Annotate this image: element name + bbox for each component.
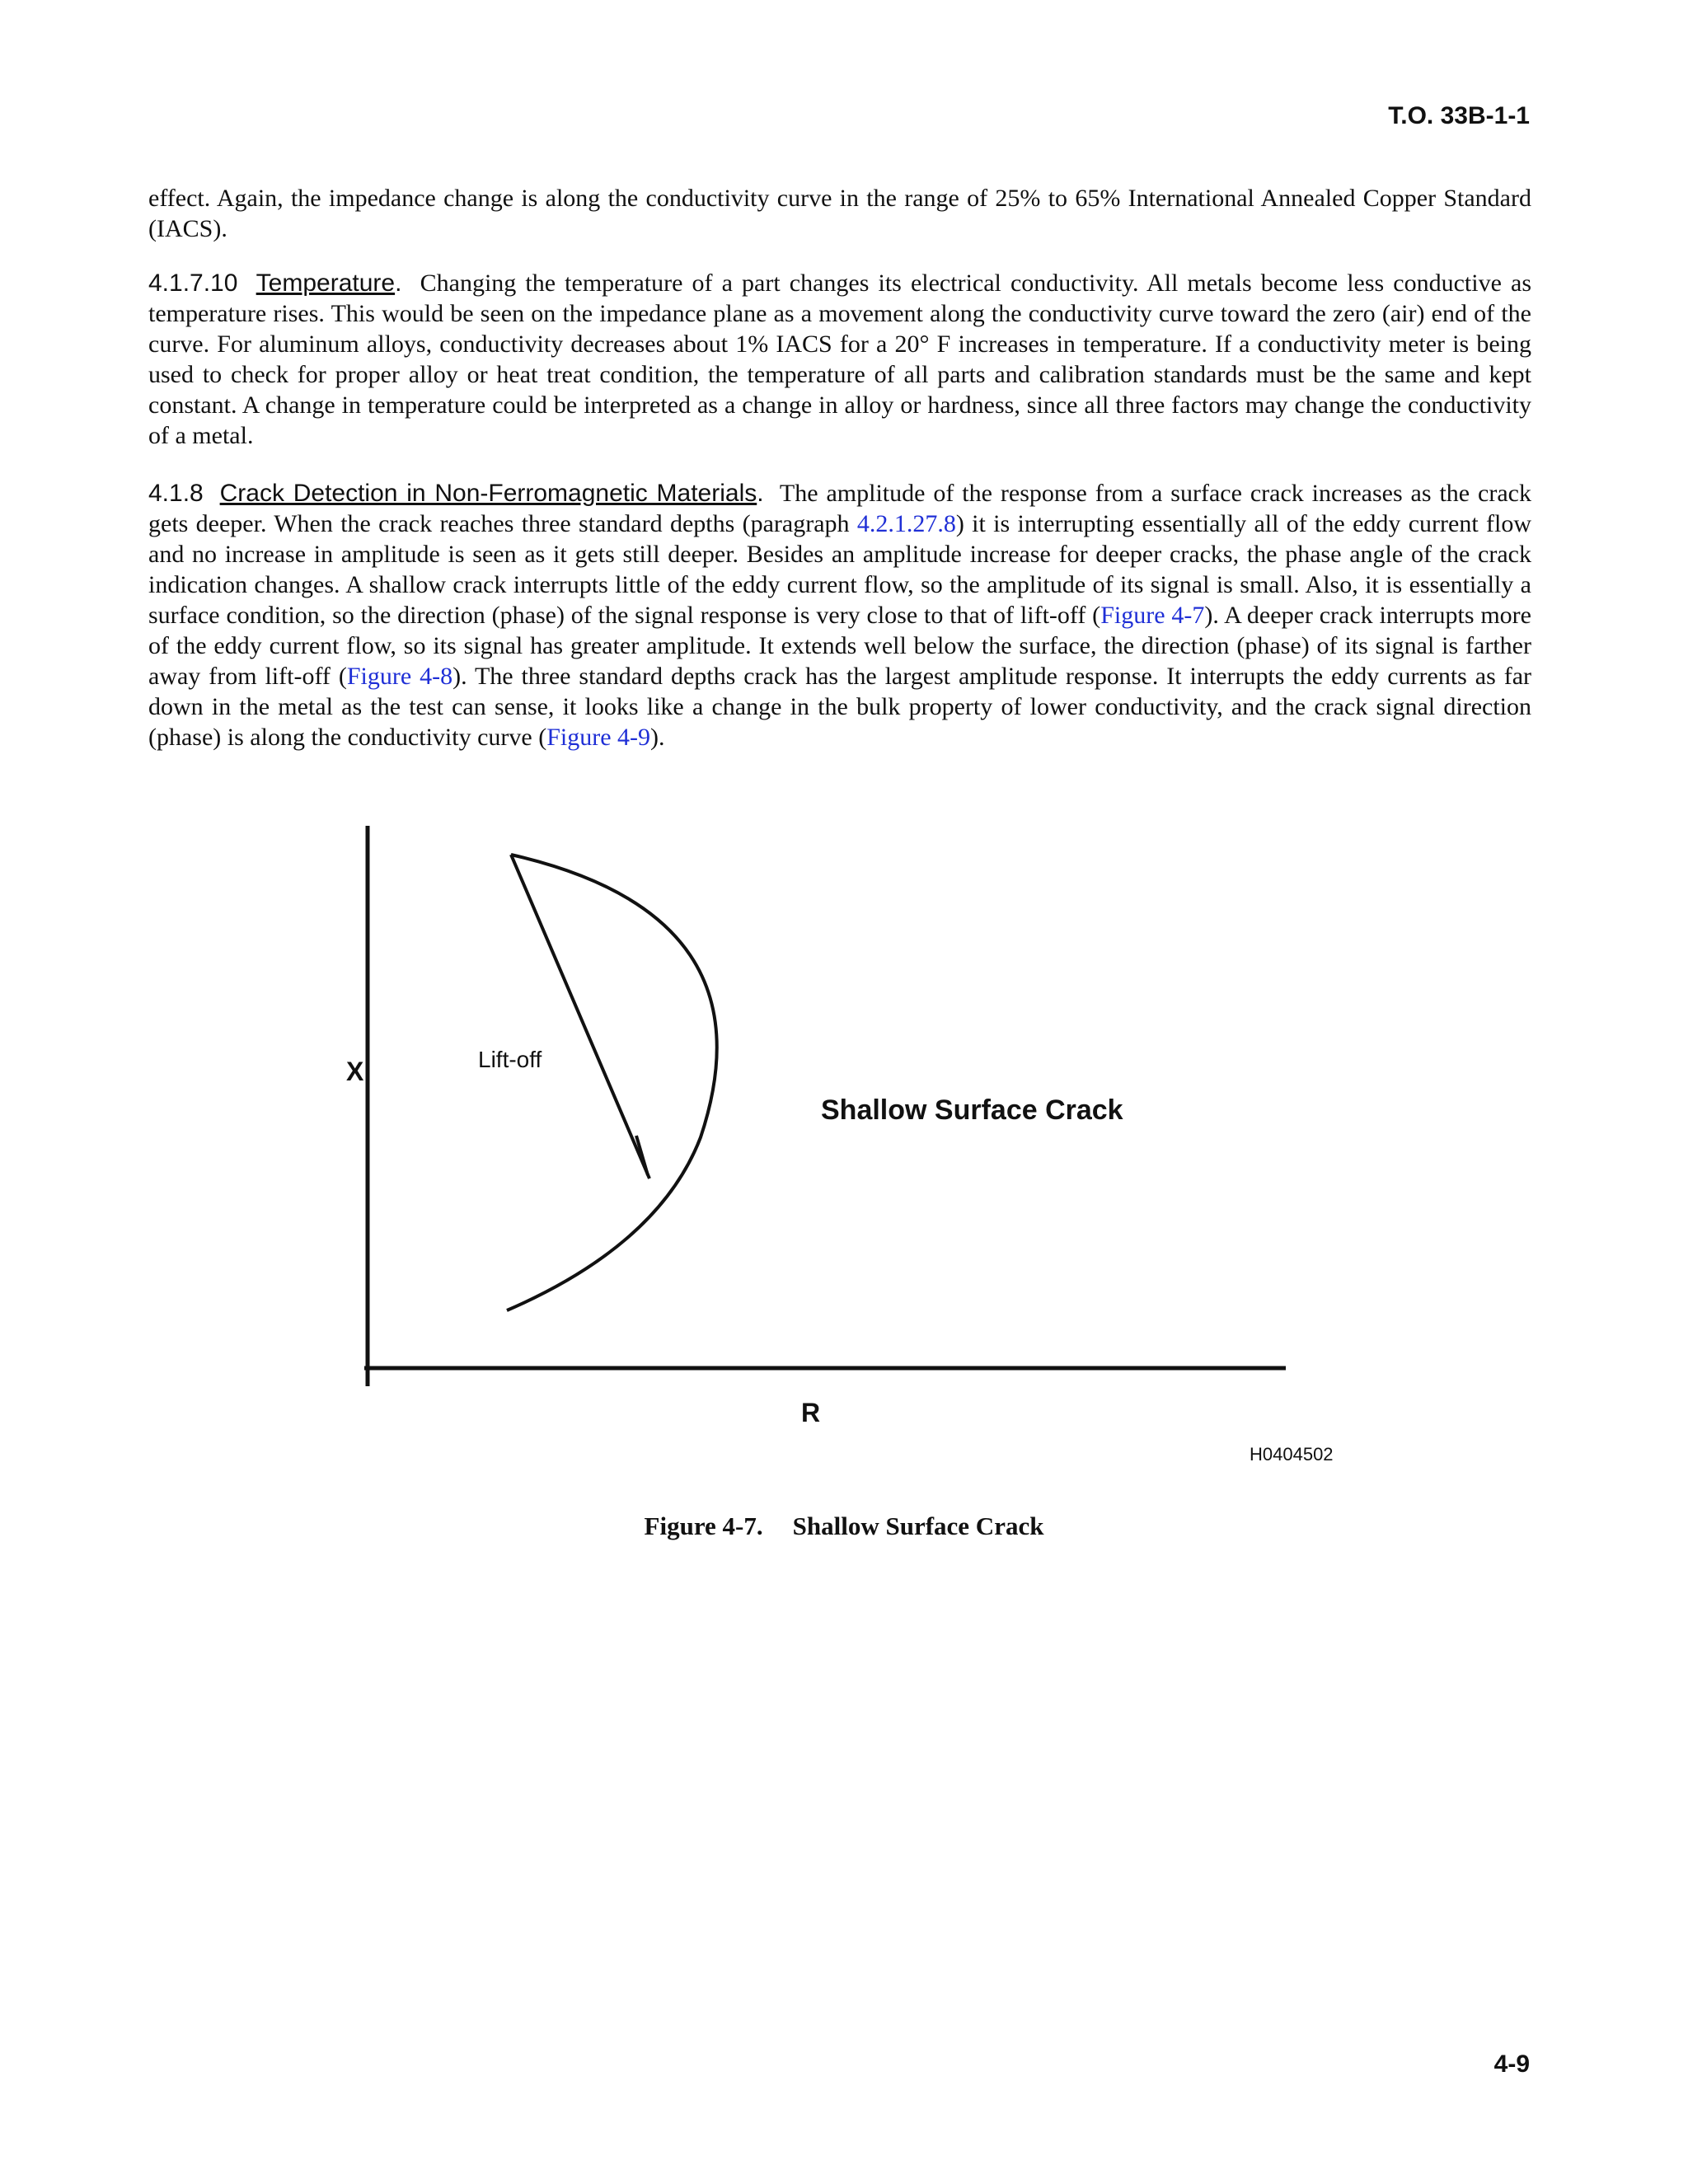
document-code: T.O. 33B-1-1 (1388, 102, 1530, 129)
figure-code: H0404502 (1250, 1444, 1334, 1465)
paragraph-crack-detection: 4.1.8 Crack Detection in Non-Ferromagnetic Materials. The amplitude of the response from a surface crack increases as the crack gets deeper. When the crack reaches three standard depths (paragraph 4.2.1.27.8) it is interrupting essentially all of the eddy current flow and no increase in amplitude is seen as it gets still deeper. Besides an amplitude increase for deeper cracks, the phase angle of the crack indication changes. A shallow crack interrupts little of the eddy current flow, so the amplitude of its signal is small. Also, it is essentially a surface condition, so the direction (phase) of the signal response is very close to that of lift-off (Figure 4-7). A deeper crack interrupts more of the eddy current flow, so its signal has greater amplitude. It extends well below the surface, the direction (phase) of its signal is farther away from lift-off (Figure 4-8). The three standard depths crack has the largest amplitude response. It interrupts the eddy currents as far down in the metal as the test can sense, it looks like a change in the bulk property of lower conductivity, and the crack signal direction (phase) is along the conductivity curve (Figure 4-9). (148, 480, 1531, 751)
figure-caption-title: Shallow Surface Crack (792, 1511, 1044, 1540)
paragraph-text: ). (650, 724, 665, 751)
lift-off-label: Lift-off (478, 1047, 542, 1072)
page-number: 4-9 (1493, 2050, 1530, 2078)
paragraph-continuation (148, 183, 1531, 244)
impedance-plane-diagram (313, 816, 1352, 1483)
paragraph-text: Changing the temperature of a part changes its electrical conductivity. All metals become less conductive as temperature rises. This would be seen on the impedance plane as a movement along the conductivity curve toward the zero (air) end of the curve. For aluminum alloys, conductivity decreases about 1% IACS for a 20° F increases in temperature. If a conductivity meter is being used to check for proper alloy or heat treat condition, the temperature of all parts and calibration standards must be the same and kept constant. A change in temperature could be interpreted as a change in alloy or hardness, since all three factors may change the conductivity of a metal. (148, 269, 1532, 449)
paragraph-number: 4.1.7.10 (148, 269, 238, 297)
impedance-plane-figure (313, 816, 1352, 1483)
paragraph-text: ). The three standard depths crack has the largest amplitude response. It interrupts the eddy currents as far down in the metal as the test can sense, it looks like a change in the bulk property of lower conductivity, and the crack signal direction (phase) is along the conductivity curve ( (148, 663, 1531, 751)
paragraph-number: 4.1.8 (148, 480, 204, 507)
paragraph-heading: Temperature (256, 269, 396, 297)
figure-4-8-link[interactable]: Figure 4-8 (346, 663, 453, 690)
r-axis-label: R (801, 1398, 821, 1427)
paragraph-text: ). A deeper crack interrupts more of the eddy current flow, so its signal has greater amplitude. It extends well below the surface, the direction (phase) of its signal is farther away from lift-off ( (148, 602, 1531, 690)
paragraph-text: ) it is interrupting essentially all of the eddy current flow and no increase in amplitude is seen as it gets still deeper. Besides an amplitude increase for deeper cracks, the phase angle of the crack indication changes. A shallow crack interrupts little of the eddy current flow, so the amplitude of its signal is small. Also, it is essentially a surface condition, so the direction (phase) of the signal response is very close to that of lift-off ( (148, 510, 1531, 629)
figure-title: Shallow Surface Crack (821, 1094, 1123, 1126)
paragraph-reference-link[interactable]: 4.2.1.27.8 (856, 510, 956, 537)
paragraph-text: effect. Again, the impedance change is along the conductivity curve in the range of 25% to 65% International Annealed Copper Standard (IACS). (148, 185, 1531, 242)
x-axis-label: X (346, 1057, 364, 1086)
lift-off-line (511, 855, 649, 1179)
paragraph-heading: Crack Detection in Non-Ferromagnetic Materials (219, 480, 757, 507)
figure-4-9-link[interactable]: Figure 4-9 (546, 724, 651, 751)
paragraph-text: The amplitude of the response from a surface crack increases as the crack gets deeper. When the crack reaches three standard depths (paragraph (148, 480, 1531, 537)
figure-caption-number: Figure 4-7. (644, 1511, 763, 1540)
figure-caption (0, 1511, 1688, 1541)
figure-4-7-link[interactable]: Figure 4-7 (1100, 602, 1205, 629)
paragraph-temperature: 4.1.7.10 Temperature. Changing the temperature of a part changes its electrical conductivity. All metals become less conductive as temperature rises. This would be seen on the impedance plane as a movement along the conductivity curve toward the zero (air) end of the curve. For aluminum alloys, conductivity decreases about 1% IACS for a 20° F increases in temperature. If a conductivity meter is being used to check for proper alloy or heat treat condition, the temperature of all parts and calibration standards must be the same and kept constant. A change in temperature could be interpreted as a change in alloy or hardness, since all three factors may change the conductivity of a metal. (148, 269, 1532, 449)
conductivity-curve (507, 855, 717, 1310)
